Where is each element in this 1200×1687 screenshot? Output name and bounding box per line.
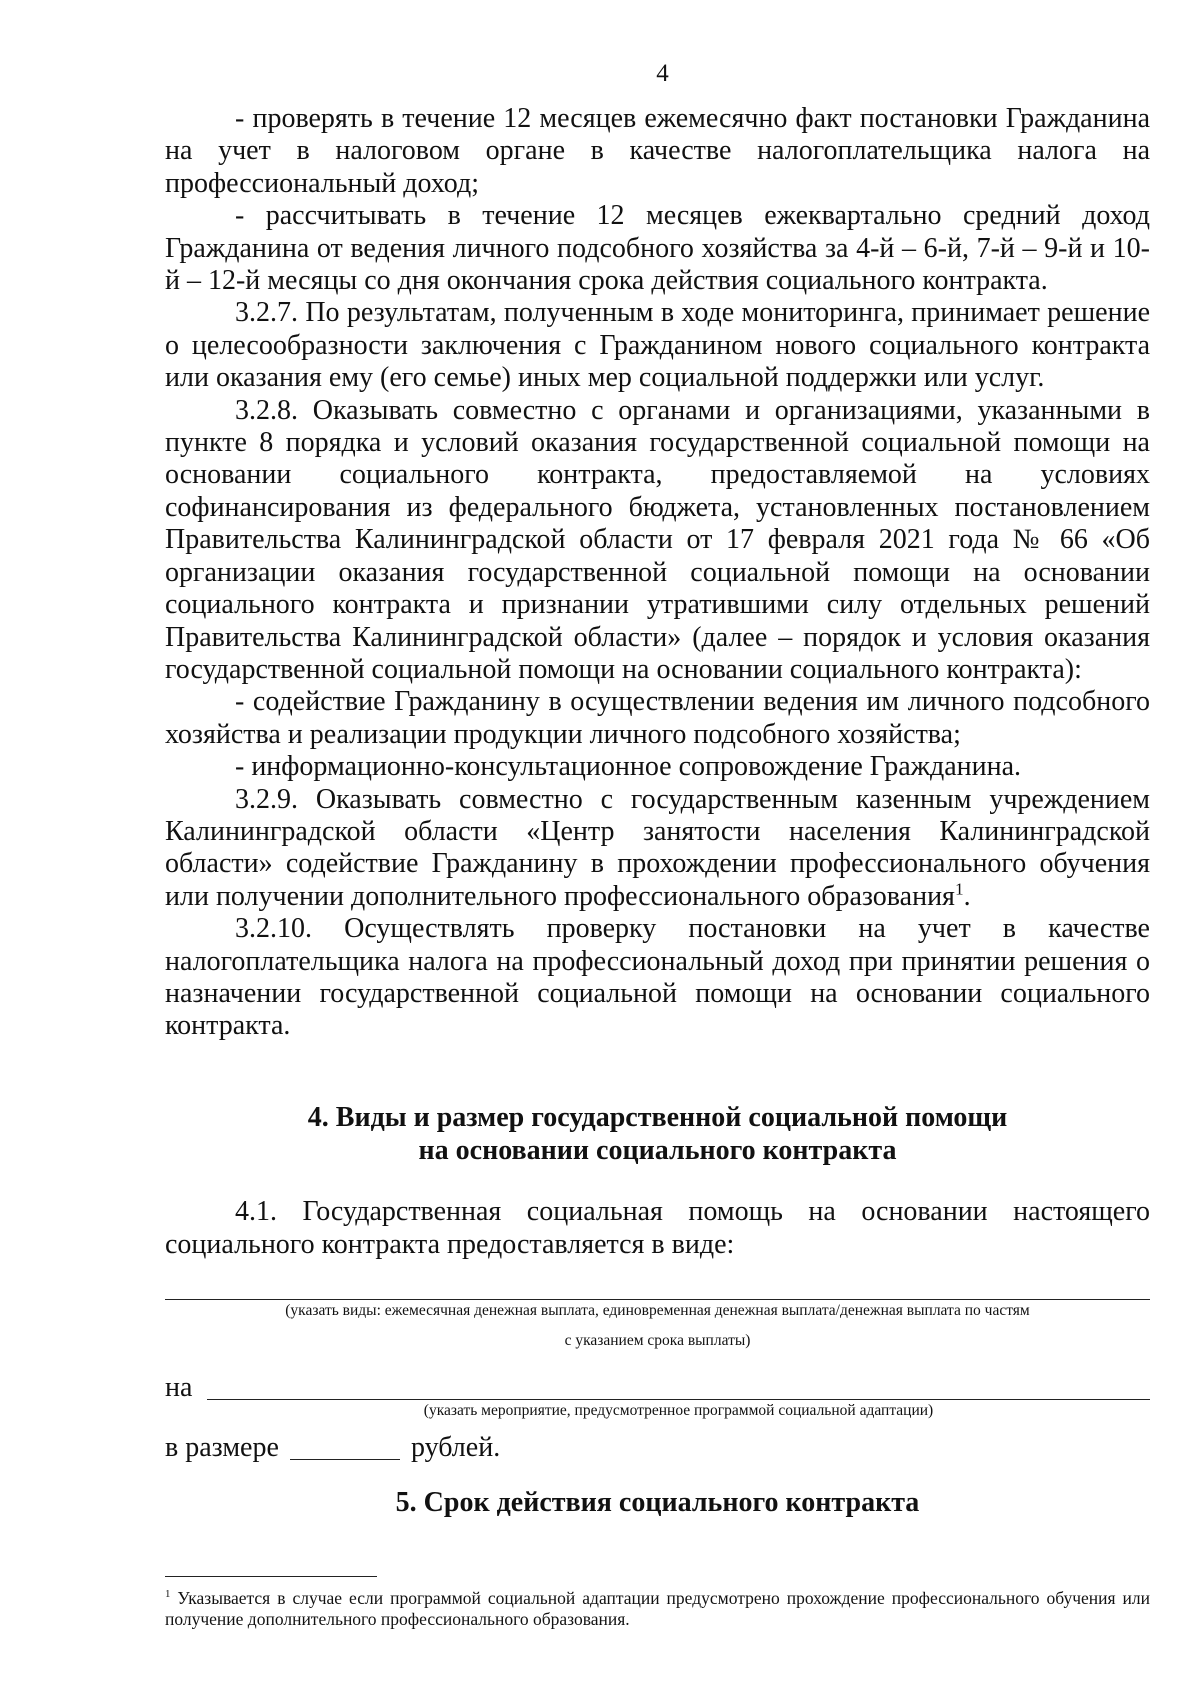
- label-amount-suffix: рублей.: [411, 1432, 501, 1463]
- fill-in-line-types[interactable]: [165, 1299, 1150, 1300]
- paragraph-3-2-9-end: .: [963, 880, 971, 912]
- contract-body-text: [165, 103, 1150, 1043]
- paragraph-3-2-10: 3.2.10. Осуществлять проверку постановки на учет в качестве налогоплательщика налога на профессиональный доход при принятии решения о назначении государственной социальной помощи на основании социального контракта.: [165, 913, 1150, 1042]
- section-4-title-line1: 4. Виды и размер государственной социальной помощи: [307, 1102, 1008, 1133]
- paragraph-household-assistance: - содействие Гражданину в осуществлении ведения им личного подсобного хозяйства и реализации продукции личного подсобного хозяйства;: [165, 686, 1150, 750]
- section-4-heading: [165, 1101, 1150, 1167]
- paragraph-3-2-9-text: 3.2.9. Оказывать совместно с государственным казенным учреждением Калининградской области «Центр занятости населения Калининградской области» содействие Гражданину в прохождении профессионального обучения или получении дополнительного профессионального образования: [165, 783, 1150, 912]
- paragraph-3-2-8: 3.2.8. Оказывать совместно с органами и организациями, указанными в пункте 8 порядка и условий оказания государственной социальной помощи на основании социального контракта, предоставляемой на условиях софинансирования из федерального бюджета, установленных постановлением Правительства Калининградской области от 17 февраля 2021 года № 66 «Об организации оказания государственной социальной помощи на основании социального контракта и признании утратившими силу отдельных решений Правительства Калининградской области» (далее – порядок и условия оказания государственной социальной помощи на основании социального контракта):: [165, 394, 1150, 685]
- paragraph-consulting-support: - информационно-консультационное сопровождение Гражданина.: [235, 751, 1022, 783]
- paragraph-3-2-9: [165, 784, 1150, 914]
- footnote-mark: 1: [165, 1588, 171, 1601]
- section-4-title-line2: на основании социального контракта: [418, 1135, 897, 1166]
- fill-in-line-event[interactable]: [207, 1399, 1150, 1400]
- paragraph-3-2-7: 3.2.7. По результатам, полученным в ходе мониторинга, принимает решение о целесообразности заключения с Гражданином нового социального контракта или оказания ему (его семье) иных мер социальной поддержки или услуг.: [165, 297, 1150, 394]
- footnote-separator: [165, 1576, 377, 1577]
- footnote: [165, 1588, 1150, 1630]
- hint-types-line2: с указанием срока выплаты): [564, 1332, 751, 1349]
- paragraph-monitoring-tax: - проверять в течение 12 месяцев ежемесячно факт постановки Гражданина на учет в налоговом органе в качестве налогоплательщика налога на профессиональный доход;: [165, 103, 1150, 199]
- footnote-reference: 1: [954, 879, 964, 899]
- page-number: 4: [656, 60, 669, 87]
- fill-in-line-amount[interactable]: [290, 1459, 400, 1460]
- label-amount-prefix: в размере: [165, 1432, 279, 1463]
- section-5-heading: 5. Срок действия социального контракта: [395, 1487, 920, 1518]
- hint-event: (указать мероприятие, предусмотренное программой социальной адаптации): [423, 1402, 934, 1419]
- hint-types-line1: (указать виды: ежемесячная денежная выплата, единовременная денежная выплата/денежная выплата по частям: [285, 1302, 1030, 1319]
- section-4-1: [165, 1195, 1150, 1261]
- paragraph-income-calculation: - рассчитывать в течение 12 месяцев ежеквартально средний доход Гражданина от ведения личного подсобного хозяйства за 4-й – 6-й, 7-й – 9-й и 10-й – 12-й месяцы со дня окончания срока действия социального контракта.: [165, 200, 1150, 297]
- label-na: на: [165, 1372, 193, 1403]
- paragraph-4-1: 4.1. Государственная социальная помощь на основании настоящего социального контракта предоставляется в виде:: [165, 1196, 1150, 1260]
- footnote-text: Указывается в случае если программой социальной адаптации предусмотрено прохождение профессионального обучения или получение дополнительного профессионального образования.: [165, 1588, 1151, 1629]
